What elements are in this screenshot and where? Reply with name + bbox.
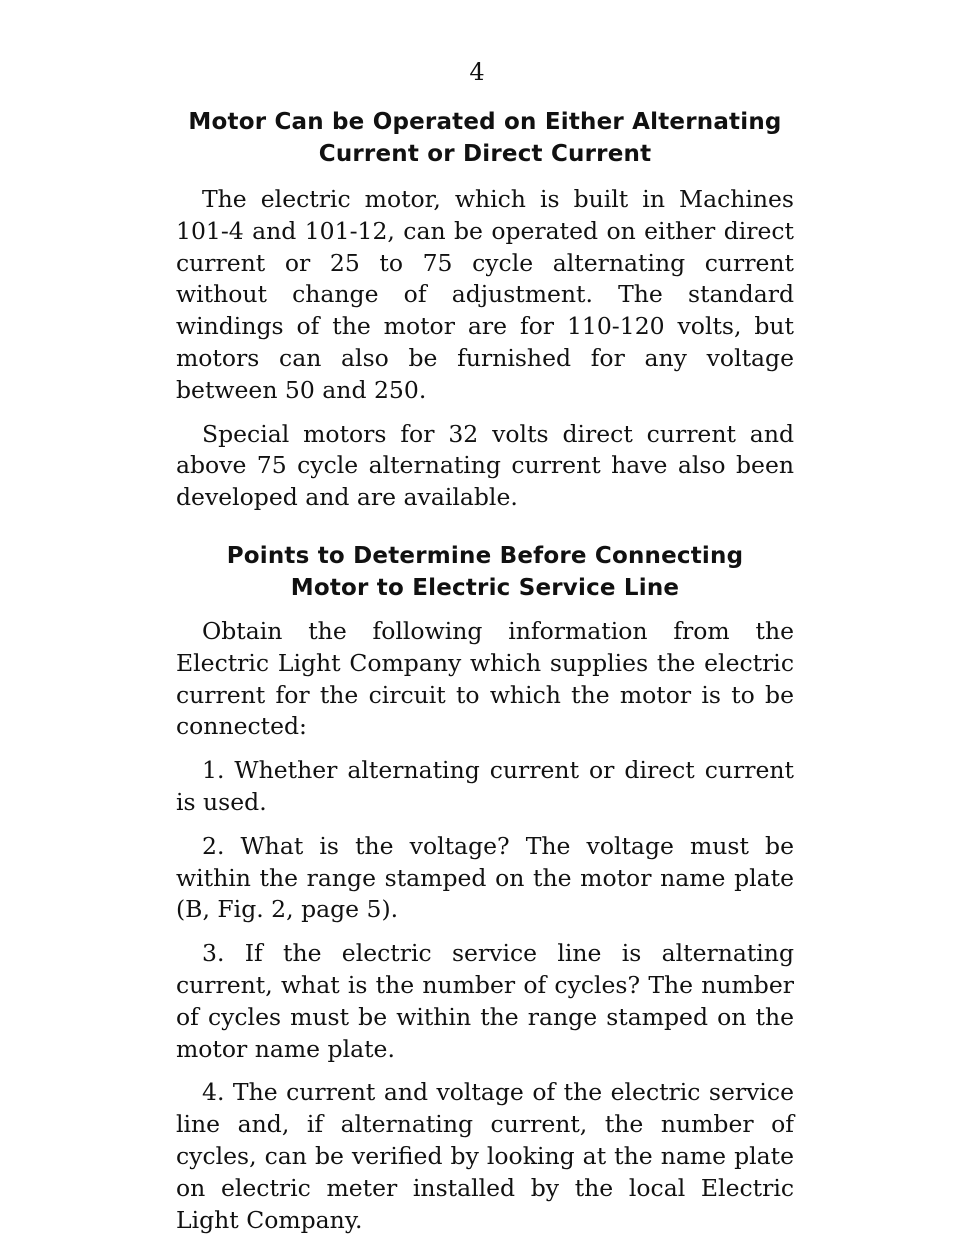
heading-line: Motor to Electric Service Line xyxy=(290,574,680,601)
list-item-3: 3. If the electric service line is alternating current, what is the number of cycles? The number of cycles must be within the range stamped on the motor name plate. xyxy=(176,939,794,1063)
list-item-2: 2. What is the voltage? The voltage must be within the range stamped on the motor name plate (B, Fig. 2, page 5). xyxy=(176,831,794,924)
paragraph-intro: Obtain the following information from the Electric Light Company which supplies the electric current for the circuit to which the motor is to be connected: xyxy=(176,616,794,741)
heading-line: Motor Can be Operated on Either Alternating xyxy=(188,109,782,135)
heading-line: Points to Determine Before Connecting xyxy=(226,542,744,569)
list-item-1: 1. Whether alternating current or direct current is used. xyxy=(176,756,794,816)
heading-line: Current or Direct Current xyxy=(318,141,652,167)
text-column xyxy=(176,106,794,1236)
list-item-4: 4. The current and voltage of the electric service line and, if alternating current, the number of cycles, can be verified by looking at the name plate on electric meter installed by the local Electric Light Company. xyxy=(176,1078,794,1234)
section-heading-motor-operation xyxy=(176,106,794,170)
page-number: 4 xyxy=(469,58,485,86)
section-heading-points-to-determine xyxy=(176,540,794,604)
paragraph-special-motors: Special motors for 32 volts direct current and above 75 cycle alternating current have also been developed and are available. xyxy=(176,419,794,512)
paragraph-motor-description: The electric motor, which is built in Machines 101-4 and 101-12, can be operated on either direct current or 25 to 75 cycle alternating current without change of adjustment. The standard windings of the motor are for 110-120 volts, but motors can also be furnished for any voltage between 50 and 250. xyxy=(176,185,794,404)
